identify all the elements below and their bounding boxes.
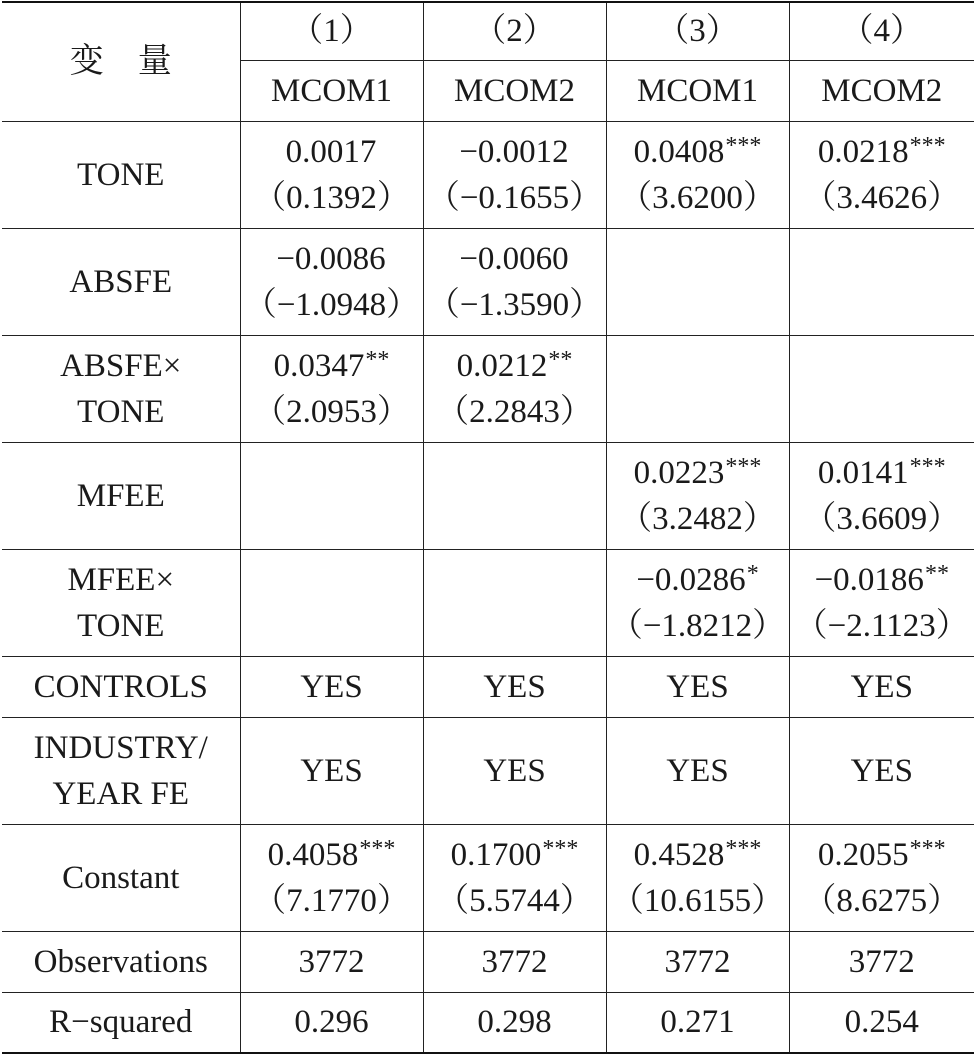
value-cell: YES xyxy=(423,656,606,717)
coef-cell: 0.4058*** （7.1770） xyxy=(240,824,423,931)
dependent-var-3: MCOM1 xyxy=(606,60,789,121)
empty-cell xyxy=(423,549,606,656)
coef-cell: 0.0218*** （3.4626） xyxy=(789,121,974,228)
value-cell: 0.254 xyxy=(789,992,974,1053)
row-label: Observations xyxy=(2,931,240,992)
value-cell: YES xyxy=(606,656,789,717)
row-mfee xyxy=(2,442,974,549)
empty-cell xyxy=(789,335,974,442)
regression-table xyxy=(2,1,974,1054)
header-row-model-numbers xyxy=(2,2,974,60)
empty-cell xyxy=(606,228,789,335)
empty-cell xyxy=(423,442,606,549)
coef-cell: 0.0347** （2.0953） xyxy=(240,335,423,442)
dependent-var-2: MCOM2 xyxy=(423,60,606,121)
model-number-4: （4） xyxy=(789,2,974,60)
row-label: Constant xyxy=(2,824,240,931)
coef-cell: 0.0212** （2.2843） xyxy=(423,335,606,442)
empty-cell xyxy=(240,549,423,656)
row-fixed-effects xyxy=(2,717,974,824)
coef-cell: 0.0408*** （3.6200） xyxy=(606,121,789,228)
value-cell: YES xyxy=(606,717,789,824)
row-label: ABSFE xyxy=(2,228,240,335)
row-controls xyxy=(2,656,974,717)
row-label: INDUSTRY/ YEAR FE xyxy=(2,717,240,824)
row-absfe-x-tone xyxy=(2,335,974,442)
coef-cell: 0.4528*** （10.6155） xyxy=(606,824,789,931)
value-cell: YES xyxy=(240,656,423,717)
model-number-3: （3） xyxy=(606,2,789,60)
empty-cell xyxy=(789,228,974,335)
model-number-2: （2） xyxy=(423,2,606,60)
value-cell: YES xyxy=(240,717,423,824)
value-cell: 3772 xyxy=(423,931,606,992)
row-constant xyxy=(2,824,974,931)
row-mfee-x-tone xyxy=(2,549,974,656)
coef-cell: 0.0141*** （3.6609） xyxy=(789,442,974,549)
coef-cell: −0.0060 （−1.3590） xyxy=(423,228,606,335)
coef-cell: −0.0012 （−0.1655） xyxy=(423,121,606,228)
coef-cell: −0.0286* （−1.8212） xyxy=(606,549,789,656)
value-cell: YES xyxy=(789,656,974,717)
variable-header xyxy=(2,2,240,121)
coef-cell: 0.0223*** （3.2482） xyxy=(606,442,789,549)
dependent-var-4: MCOM2 xyxy=(789,60,974,121)
value-cell: 3772 xyxy=(789,931,974,992)
value-cell: 3772 xyxy=(606,931,789,992)
empty-cell xyxy=(606,335,789,442)
value-cell: 0.296 xyxy=(240,992,423,1053)
row-label: TONE xyxy=(2,121,240,228)
coef-cell: 0.0017 （0.1392） xyxy=(240,121,423,228)
empty-cell xyxy=(240,442,423,549)
model-number-1: （1） xyxy=(240,2,423,60)
value-cell: 0.298 xyxy=(423,992,606,1053)
value-cell: YES xyxy=(423,717,606,824)
row-label: MFEE xyxy=(2,442,240,549)
row-r-squared xyxy=(2,992,974,1053)
dependent-var-1: MCOM1 xyxy=(240,60,423,121)
row-label: R−squared xyxy=(2,992,240,1053)
row-label: ABSFE× TONE xyxy=(2,335,240,442)
row-tone xyxy=(2,121,974,228)
value-cell: YES xyxy=(789,717,974,824)
row-label: CONTROLS xyxy=(2,656,240,717)
coef-cell: 0.2055*** （8.6275） xyxy=(789,824,974,931)
row-observations xyxy=(2,931,974,992)
coef-cell: 0.1700*** （5.5744） xyxy=(423,824,606,931)
value-cell: 0.271 xyxy=(606,992,789,1053)
row-absfe xyxy=(2,228,974,335)
coef-cell: −0.0086 （−1.0948） xyxy=(240,228,423,335)
value-cell: 3772 xyxy=(240,931,423,992)
coef-cell: −0.0186** （−2.1123） xyxy=(789,549,974,656)
row-label: MFEE× TONE xyxy=(2,549,240,656)
variable-header-label: 变量 xyxy=(69,42,206,80)
